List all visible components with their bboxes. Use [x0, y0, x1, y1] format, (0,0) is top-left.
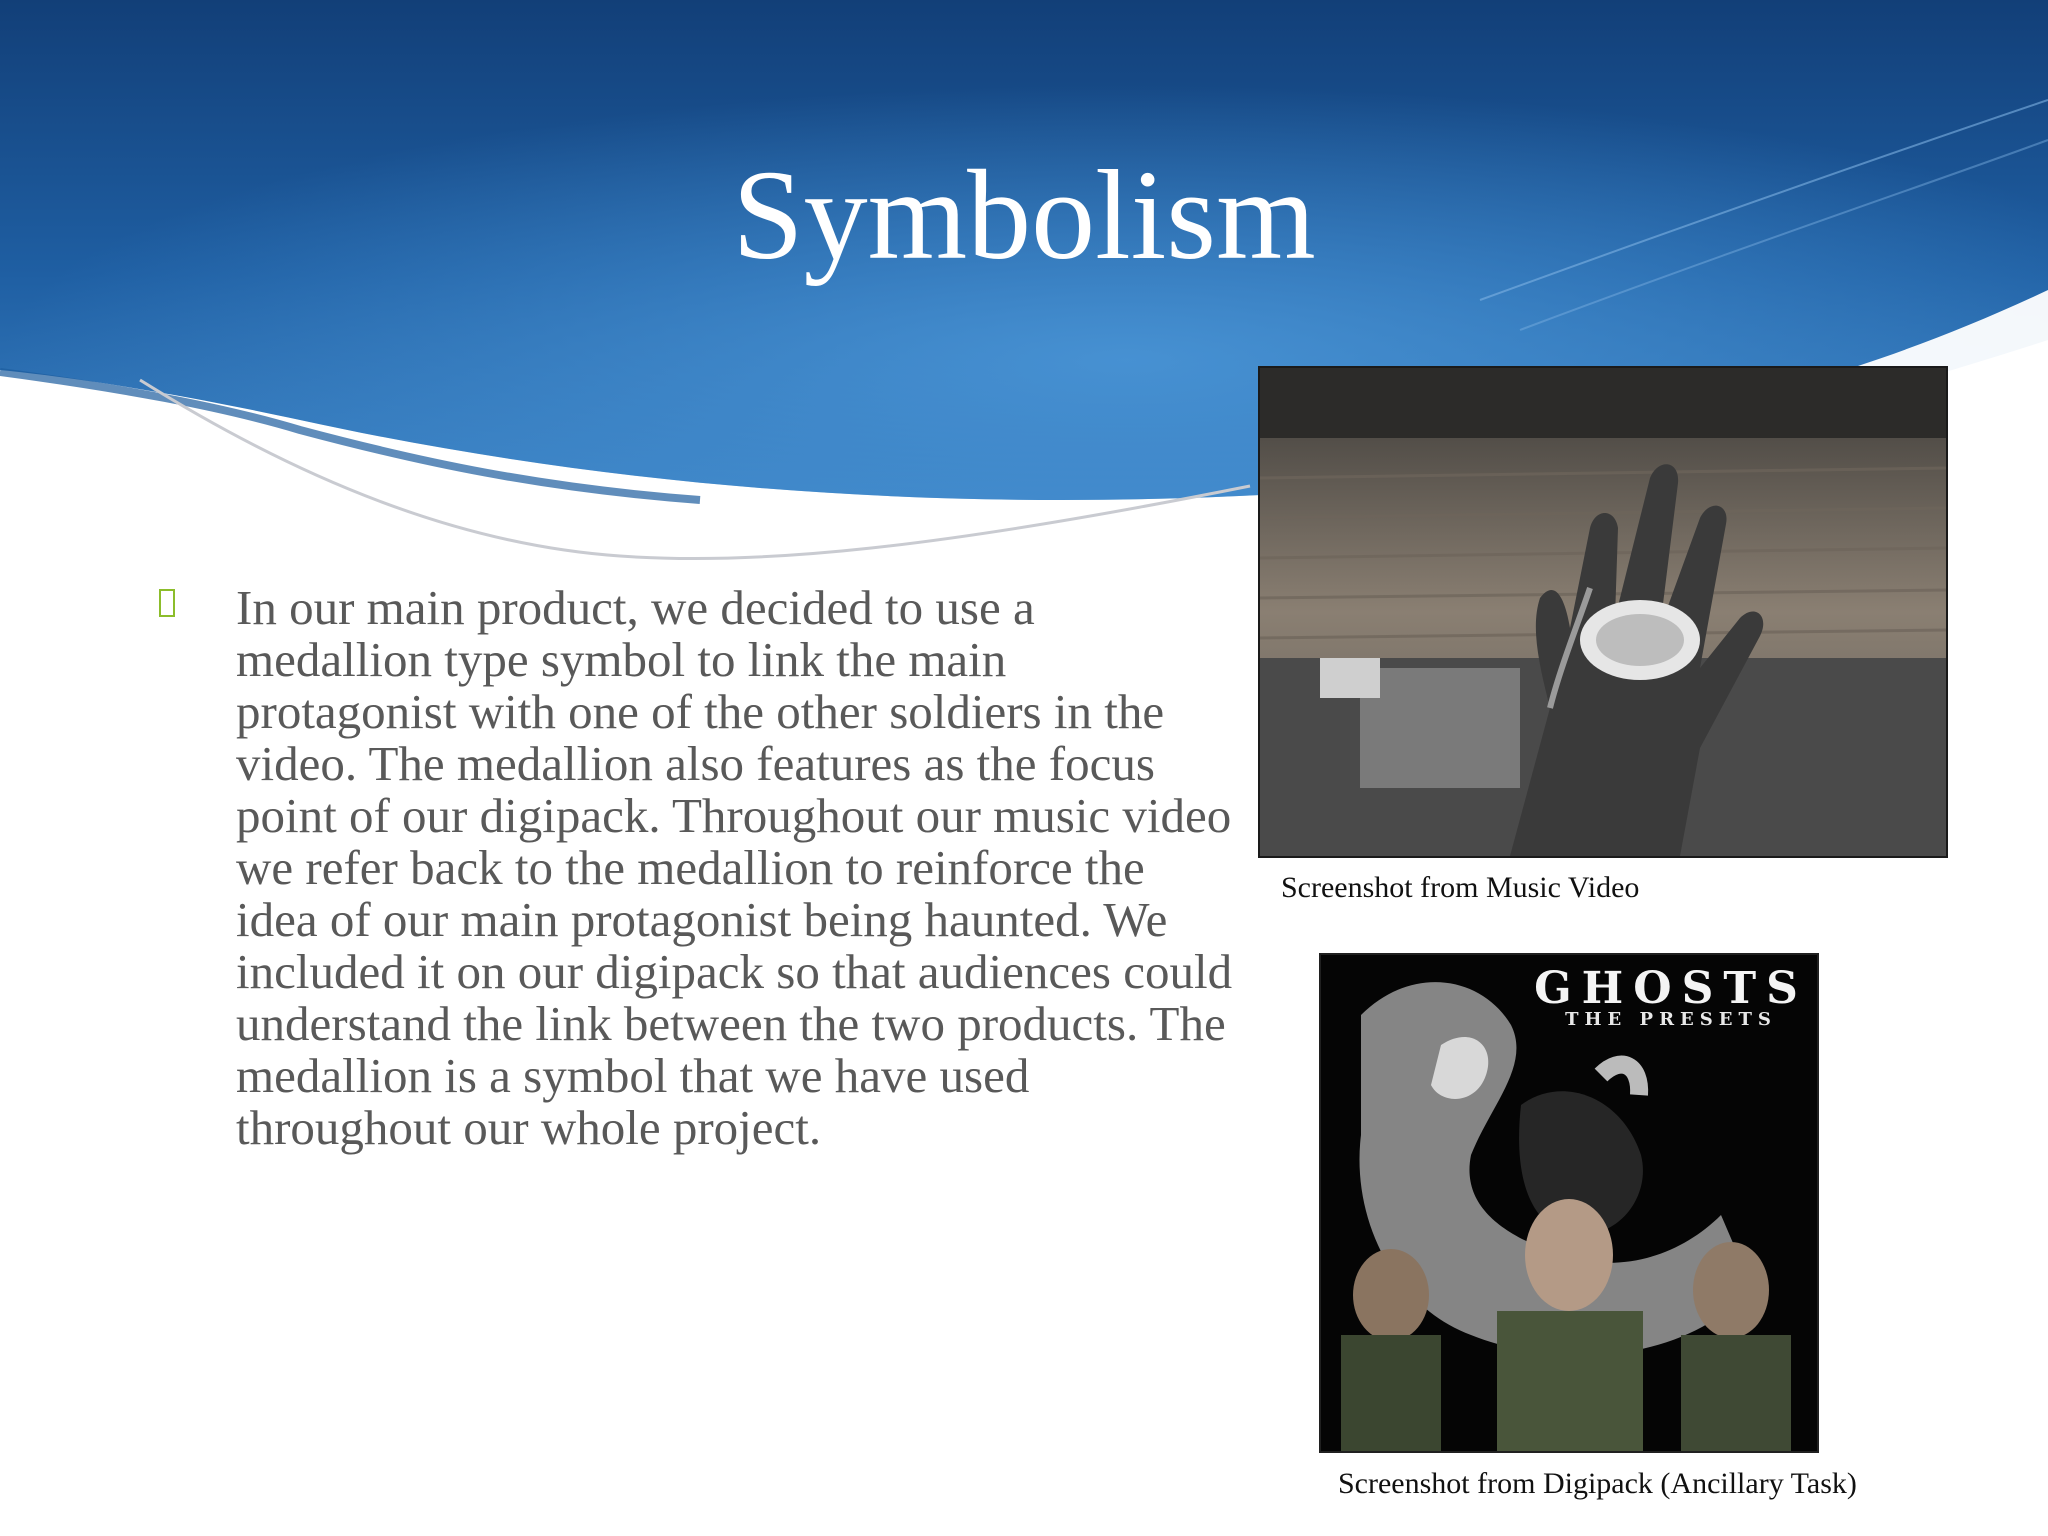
slide-body-text: In our main product, we decided to use a medallion type symbol to link the main protagonist with one of the other soldiers in the video. The medallion also features as the focus point of our digipack. Throughout our music video we refer back to the medallion to reinforce the idea of our main protagonist being haunted. We included it on our digipack so that audiences could understand the link between the two products. The medallion is a symbol that we have used throughout our whole project.: [236, 580, 1233, 1155]
digipack-caption: Screenshot from Digipack (Ancillary Task): [1338, 1467, 1857, 1500]
music-video-screenshot: [1258, 366, 1948, 858]
music-video-caption: Screenshot from Music Video: [1281, 871, 1640, 904]
digipack-cover-subtitle: THE PRESETS: [1565, 1009, 1777, 1030]
chevron-bullet-icon: [158, 588, 180, 620]
digipack-cover-title: GHOSTS: [1534, 963, 1808, 1014]
digipack-screenshot: [1319, 953, 1819, 1453]
slide-title: Symbolism: [732, 144, 1316, 286]
gloved-hand-medallion-image: [1260, 368, 1946, 856]
